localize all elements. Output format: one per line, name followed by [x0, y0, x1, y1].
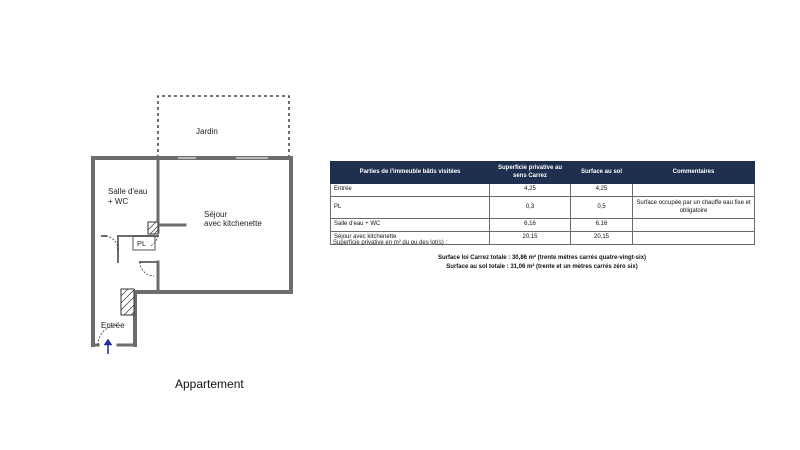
- room-label-garden: Jardin: [196, 127, 218, 136]
- header-comments: Commentaires: [633, 162, 755, 184]
- header-part: Parties de l'immeuble bâtis visitées: [331, 162, 490, 184]
- table-row: [331, 219, 755, 232]
- room-label-bathroom-wc: + WC: [108, 197, 129, 206]
- radiator-hatch: [121, 289, 134, 315]
- room-label-living-kitchenette: avec kitchenette: [204, 219, 262, 228]
- total-floor: Surface au sol totale : 31,06 m² (trente et un mètres carrés zéro six): [446, 264, 638, 270]
- cell-comment: [633, 232, 755, 245]
- cell-carrez: 20,15: [490, 232, 571, 245]
- room-label-closet: PL: [137, 239, 147, 248]
- room-label-living: Séjour: [204, 210, 228, 219]
- table-header-row: [331, 162, 755, 184]
- cell-floor: 6,16: [571, 219, 633, 232]
- table-row: [331, 184, 755, 197]
- header-carrez: Superficie privative au sens Carrez: [490, 162, 571, 184]
- cell-floor: 0,5: [571, 197, 633, 219]
- table-row: [331, 197, 755, 219]
- garden-outline: [158, 96, 289, 158]
- total-carrez: Surface loi Carrez totale : 30,86 m² (trente mètres carrés quatre-vingt-six): [437, 255, 647, 261]
- cell-comment: [633, 219, 755, 232]
- cell-part: PL: [331, 197, 490, 219]
- cell-comment: Surface occupée par un chauffe eau fixe et obligatoire: [633, 197, 755, 219]
- header-floor: Surface au sol: [571, 162, 633, 184]
- cell-carrez: 6,16: [490, 219, 571, 232]
- room-label-entrance: Entrée: [101, 321, 125, 330]
- water-heater-hatch: [148, 222, 158, 234]
- cell-part: Séjour avec kitchenette: [331, 232, 490, 245]
- floor-plan: [0, 0, 330, 450]
- entrance-arrow-icon: [104, 339, 112, 354]
- cell-floor: 4,25: [571, 184, 633, 197]
- cell-part: Entrée: [331, 184, 490, 197]
- room-label-bathroom: Salle d'eau: [108, 187, 148, 196]
- cell-floor: 20,15: [571, 232, 633, 245]
- surface-table: [330, 161, 755, 245]
- cell-carrez: 4,25: [490, 184, 571, 197]
- cell-part: Salle d'eau + WC: [331, 219, 490, 232]
- plan-caption: Appartement: [175, 377, 244, 391]
- cell-comment: [633, 184, 755, 197]
- surface-note: Superficie privative en m² du ou des lot(s) :: [333, 240, 448, 246]
- cell-carrez: 0,3: [490, 197, 571, 219]
